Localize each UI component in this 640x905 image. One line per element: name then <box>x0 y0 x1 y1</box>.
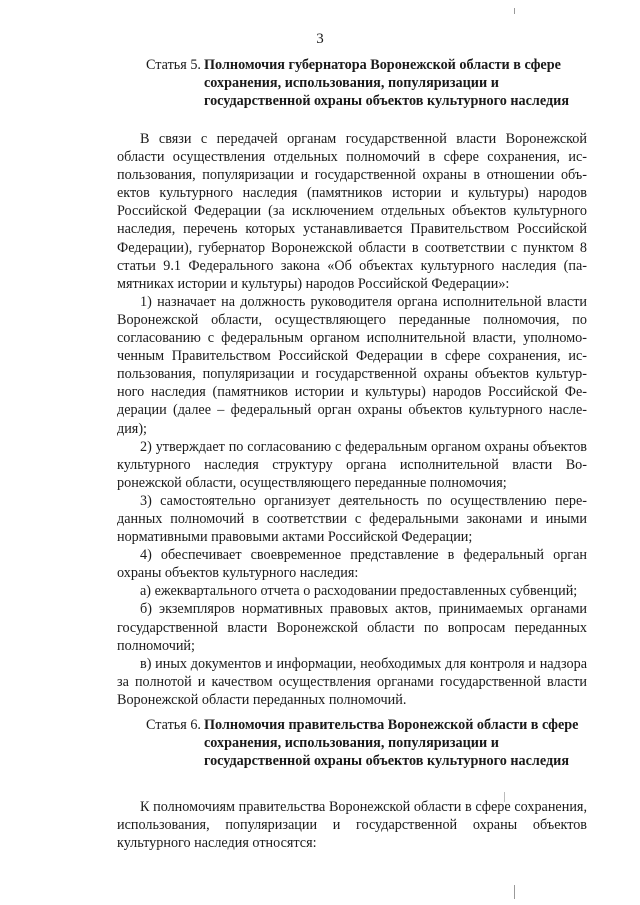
article-6-title: Полномочия правительства Воронежской области в сфере сохранения, использования, популяризации и государственной охраны объектов культурного наследия <box>204 717 579 769</box>
article-5-body <box>117 130 587 709</box>
article-6-heading <box>146 716 586 770</box>
article-5-title: Полномочия губернатора Воронежской области в сфере сохранения, использования, популяризации и государственной охраны объектов культурного наследия <box>204 57 570 109</box>
article-6-prefix: Статья 6. <box>146 717 201 733</box>
article-5-item-3: 3) самостоятельно организует деятельность по осуществлению переданных полномочий в соответствии с федеральными законами и иными нормативными правовыми актами Российской Федерации; <box>117 492 587 546</box>
article-5-prefix: Статья 5. <box>146 57 201 73</box>
article-5-item-4: 4) обеспечивает своевременное представление в федеральный орган охраны объектов культурного наследия: <box>117 547 587 582</box>
article-5-item-4a: а) ежеквартального отчета о расходовании предоставленных субвенций; <box>140 583 578 600</box>
scan-artifact-mark <box>514 885 515 899</box>
article-5-item-1: 1) назначает на должность руководителя органа исполнительной власти Воронежской области, осуществляющего переданные полномочия, по согласованию с федеральным органом исполнительной власти, уполномоченным Правительством Российской Федерации в сфере сохранения, использования, популяризации и государственной охраны объектов культурного наследия (памятников истории и культуры) народов Российской Федерации (далее – федеральный орган охраны объектов культурного наследия); <box>117 293 587 437</box>
article-5-item-2: 2) утверждает по согласованию с федеральным органом охраны объектов культурного наследия структуру органа исполнительной власти Воронежской области, осуществляющего переданные полномочия; <box>117 438 587 491</box>
article-5-item-4b: б) экземпляров нормативных правовых актов, принимаемых органами государственной власти Воронежской области по вопросам переданных полномочий; <box>117 601 587 654</box>
article-6-body <box>117 798 587 852</box>
article-5-item-4c: в) иных документов и информации, необходимых для контроля и надзора за полнотой и качеством осуществления органами государственной власти Воронежской области переданных полномочий. <box>117 655 587 708</box>
article-5-intro-paragraph: В связи с передачей органам государственной власти Воронежской области осуществления отдельных полномочий в сфере сохранения, использования, популяризации и государственной охраны в отношении объектов культурного наследия (памятников истории и культуры) народов Российской Федерации (за исключением отдельных объектов культурного наследия, перечень которых устанавливается Правительством Российской Федерации), губернатор Воронежской области в соответствии с пунктом 8 статьи 9.1 Федерального закона «Об объектах культурного наследия (памятниках истории и культуры) народов Российской Федерации»: <box>117 131 587 292</box>
article-5-heading <box>146 56 586 110</box>
page-number: 3 <box>316 31 324 47</box>
scan-artifact-mark <box>514 8 515 14</box>
article-6-intro-paragraph: К полномочиям правительства Воронежской области в сфере сохранения, использования, популяризации и государственной охраны объектов культурного наследия относятся: <box>117 799 587 852</box>
